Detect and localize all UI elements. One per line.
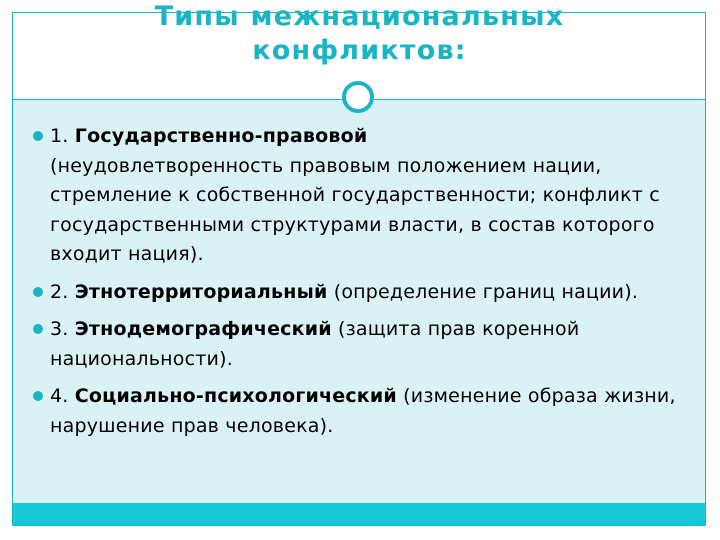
item-description: (определение границ нации). bbox=[327, 280, 639, 303]
item-number: 2. bbox=[50, 280, 75, 303]
item-number: 1. bbox=[50, 125, 75, 147]
list-item bbox=[32, 315, 692, 374]
item-description: (защита прав коренной национальности). bbox=[50, 318, 580, 370]
item-number: 3. bbox=[50, 318, 75, 340]
item-term: Государственно-правовой bbox=[74, 125, 368, 147]
item-description: (изменение образа жизни, нарушение прав человека). bbox=[50, 385, 676, 437]
list-item bbox=[32, 278, 692, 308]
conflict-types-list bbox=[32, 122, 692, 449]
item-term: Этнодемографический bbox=[74, 318, 332, 340]
item-term: Социально-психологический bbox=[74, 385, 397, 407]
bullet-icon bbox=[33, 131, 43, 141]
item-description: (неудовлетворенность правовым положением нации, стремление к собственной государственности; конфликт с государственными структурами власти, в состав которого входит нация). bbox=[50, 154, 660, 265]
bullet-icon bbox=[33, 287, 43, 297]
list-item bbox=[32, 382, 692, 441]
list-item bbox=[32, 122, 692, 270]
item-number: 4. bbox=[50, 385, 75, 407]
bullet-icon bbox=[33, 324, 43, 334]
circle-ornament bbox=[342, 81, 374, 113]
bullet-icon bbox=[33, 391, 43, 401]
item-term: Этнотерриториальный bbox=[74, 280, 328, 303]
slide-title: Типы межнациональных конфликтов: bbox=[154, 1, 565, 66]
